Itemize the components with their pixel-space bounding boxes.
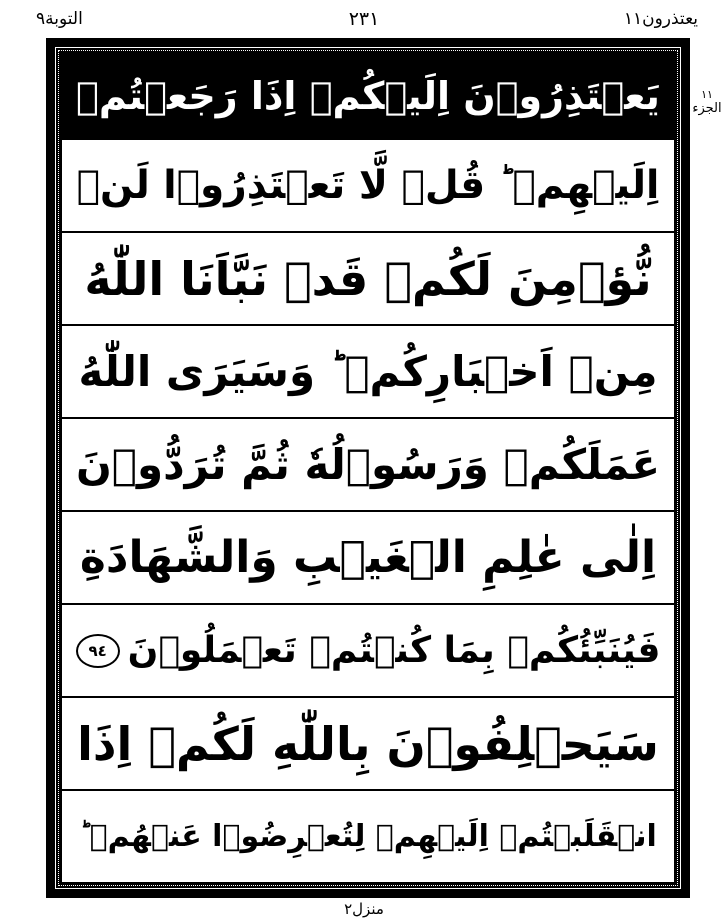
juz-number: ١١: [701, 88, 713, 101]
juz-side-note: [690, 88, 724, 116]
verse-line-text: اِلَيۡهِمۡ ؕ قُلۡ لَّا تَعۡتَذِرُوۡا لَنۡ: [76, 163, 660, 208]
verse-line-5: [62, 510, 674, 603]
verse-lines: [62, 138, 674, 882]
manzil-footer: منزل٢: [344, 900, 384, 918]
verse-line-7: [62, 696, 674, 789]
verse-line-8: [62, 789, 674, 882]
header-surah-name: التوبة٩: [36, 9, 83, 29]
title-band: [62, 54, 674, 140]
verse-line-text: مِنۡ اَخۡبَارِكُمۡ ؕ وَسَيَرَى اللّٰهُ: [78, 347, 658, 396]
text-page: [62, 54, 674, 882]
verse-line-text: انۡقَلَبۡتُمۡ اِلَيۡهِمۡ لِتُعۡرِضُوۡا عَنۡهُمۡ ؕ: [79, 819, 657, 854]
ayah-number-marker: ٩٤: [76, 634, 120, 668]
verse-line-text: نُّؤۡمِنَ لَكُمۡ قَدۡ نَبَّاَنَا اللّٰهُ: [84, 251, 652, 306]
verse-line-text: اِلٰى عٰلِمِ الۡغَيۡبِ وَالشَّهَادَةِ: [79, 532, 657, 583]
verse-line-1: [62, 138, 674, 231]
verse-line-4: [62, 417, 674, 510]
page-border-frame: [46, 38, 690, 898]
verse-line-text: عَمَلَكُمۡ وَرَسُوۡلُهٗ ثُمَّ تُرَدُّوۡنَ: [75, 440, 661, 489]
verse-line-text: فَيُنَبِّئُكُمۡ بِمَا كُنۡتُمۡ تَعۡمَلُوۡنَ: [127, 630, 661, 671]
verse-line-6: [62, 603, 674, 696]
verse-line-2: [62, 231, 674, 324]
page-number: ٢٣١: [348, 8, 380, 30]
header-surah-section: يعتذرون١١: [623, 9, 698, 29]
title-line: يَعۡتَذِرُوۡنَ اِلَيۡكُمۡ اِذَا رَجَعۡتُمۡ: [76, 74, 660, 118]
verse-line-3: [62, 324, 674, 417]
juz-label: الجزء: [692, 101, 722, 116]
verse-line-text: سَيَحۡلِفُوۡنَ بِاللّٰهِ لَكُمۡ اِذَا: [77, 716, 659, 771]
